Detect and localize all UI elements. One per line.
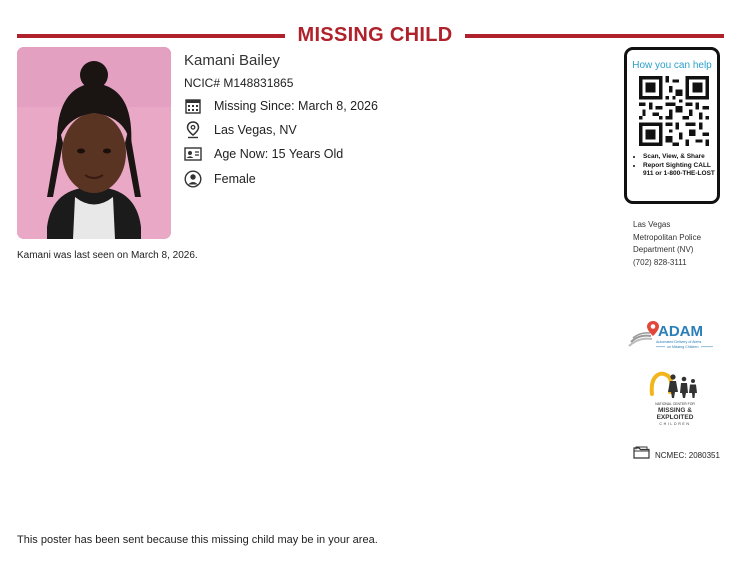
ncmec-logo bbox=[648, 368, 702, 428]
help-list bbox=[632, 153, 723, 179]
person-icon bbox=[184, 170, 202, 188]
last-seen-text: Kamani was last seen on March 8, 2026. bbox=[17, 250, 198, 261]
agency-name-line: Metropolitan Police bbox=[633, 232, 702, 242]
adam-logo-tagline: on Missing Children bbox=[667, 345, 699, 349]
header-rule-left bbox=[17, 34, 285, 38]
age-row bbox=[184, 144, 344, 164]
help-panel bbox=[624, 47, 720, 204]
child-name: Kamani Bailey bbox=[184, 52, 280, 69]
sex: Female bbox=[214, 172, 256, 186]
sex-row bbox=[184, 169, 256, 189]
calendar-icon bbox=[184, 97, 202, 115]
ncmec-id-text: NCMEC: 2080351 bbox=[655, 450, 720, 460]
adam-logo bbox=[627, 318, 721, 354]
location-pin-icon bbox=[184, 121, 202, 139]
poster-title: MISSING CHILD bbox=[297, 24, 453, 46]
header-rule-right bbox=[465, 34, 724, 38]
ncmec-logo-text: MISSING & bbox=[658, 407, 692, 414]
missing-since: Missing Since: March 8, 2026 bbox=[214, 99, 378, 113]
adam-logo-tagline: Automated Delivery of Alerts bbox=[656, 340, 702, 344]
ncmec-logo-text: EXPLOITED bbox=[656, 414, 694, 421]
ncmec-logo-text: NATIONAL CENTER FOR bbox=[655, 402, 695, 406]
ncic-number: NCIC# M148831865 bbox=[184, 76, 294, 90]
child-photo bbox=[17, 47, 171, 239]
folder-icon bbox=[633, 446, 650, 464]
ncmec-case-number bbox=[633, 446, 720, 464]
agency-name-line: Department (NV) bbox=[633, 245, 694, 254]
missing-since-row bbox=[184, 96, 378, 116]
help-title: How you can help bbox=[632, 60, 712, 71]
agency-contact bbox=[633, 219, 701, 269]
agency-name-line: Las Vegas bbox=[633, 220, 671, 229]
footer-note: This poster has been sent because this missing child may be in your area. bbox=[17, 534, 378, 546]
id-card-icon bbox=[184, 145, 202, 163]
location-row bbox=[184, 120, 297, 140]
location: Las Vegas, NV bbox=[214, 123, 297, 137]
agency-phone: (702) 828-3111 bbox=[633, 257, 687, 267]
age-now: Age Now: 15 Years Old bbox=[214, 147, 344, 161]
adam-logo-name: ADAM bbox=[658, 323, 703, 340]
ncmec-logo-text: CHILDREN bbox=[659, 422, 691, 426]
help-bullet: • Scan, View, & Share bbox=[643, 153, 723, 162]
help-bullet: • Report Sighting CALL 911 or 1-800-THE-LOST bbox=[643, 162, 723, 179]
qr-code-icon[interactable] bbox=[639, 76, 709, 146]
